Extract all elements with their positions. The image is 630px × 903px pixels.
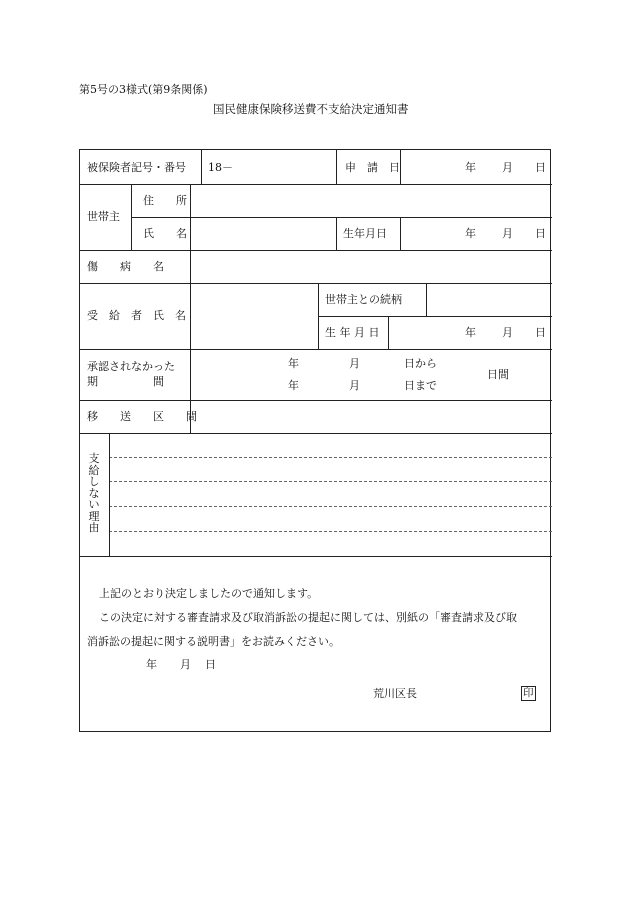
col-divider <box>336 150 337 184</box>
row-divider <box>80 400 552 401</box>
notice-date-day: 日 <box>205 658 216 671</box>
reason-line <box>109 506 552 507</box>
row-divider <box>80 349 552 350</box>
name-label: 氏 名 <box>143 227 187 240</box>
application-date-day: 日 <box>535 161 546 174</box>
col-divider <box>400 150 401 184</box>
unapproved-period-label-2: 期 間 <box>87 375 164 388</box>
reason-line <box>109 457 552 458</box>
notice-form <box>79 149 551 732</box>
birthdate-day: 日 <box>535 227 546 240</box>
period-to-year: 年 <box>288 379 299 392</box>
unapproved-period-label: 承認されなかった <box>87 360 175 373</box>
notice-line-2: この決定に対する審査請求及び取消訴訟の提起に関しては、別紙の「審査請求及び取 <box>99 611 517 624</box>
col-divider <box>400 217 401 250</box>
seal-mark: 印 <box>523 687 534 699</box>
application-date-label: 申 請 日 <box>345 161 400 174</box>
col-divider <box>109 433 110 556</box>
col-divider <box>336 217 337 250</box>
notice-date-month: 月 <box>180 658 191 671</box>
recipient-name-label: 受 給 者 氏 名 <box>87 309 186 322</box>
application-date-year: 年 <box>465 161 476 174</box>
insured-number-field[interactable]: 18－ <box>208 161 233 174</box>
insured-number-label: 被保険者記号・番号 <box>87 161 186 174</box>
illness-label: 傷 病 名 <box>87 260 164 273</box>
recipient-birthdate-label: 生 年 月 日 <box>325 326 380 339</box>
birthdate-label: 生年月日 <box>343 227 387 240</box>
notice-date-year: 年 <box>146 658 157 671</box>
relation-label: 世帯主との続柄 <box>325 293 402 306</box>
col-divider <box>426 283 427 316</box>
reason-label: 支給しない理由 <box>88 452 100 534</box>
row-divider <box>80 184 552 185</box>
recipient-birthdate-month: 月 <box>502 326 513 339</box>
recipient-birthdate-day: 日 <box>535 326 546 339</box>
household-head-label: 世帯主 <box>87 210 120 223</box>
period-days: 日間 <box>487 368 509 381</box>
document-title: 国民健康保険移送費不支給決定通知書 <box>213 102 409 116</box>
row-divider <box>131 217 552 218</box>
application-date-month: 月 <box>502 161 513 174</box>
row-divider <box>318 316 552 317</box>
reason-line <box>109 481 552 482</box>
row-divider <box>80 250 552 251</box>
notice-line-1: 上記のとおり決定しましたので通知します。 <box>99 587 319 600</box>
row-divider <box>80 556 552 557</box>
col-divider <box>190 184 191 433</box>
issuer-name: 荒川区長 <box>373 687 417 700</box>
row-divider <box>80 283 552 284</box>
row-divider <box>80 433 552 434</box>
notice-line-3: 消訴訟の提起に関する説明書」をお読みください。 <box>87 635 340 648</box>
transport-section-label: 移 送 区 間 <box>87 410 197 423</box>
period-from-year: 年 <box>288 357 299 370</box>
address-label: 住 所 <box>143 194 187 207</box>
form-number: 第5号の3様式(第9条関係) <box>79 83 208 96</box>
reason-line <box>109 531 552 532</box>
col-divider <box>201 150 202 184</box>
col-divider <box>318 283 319 349</box>
period-to-month: 月 <box>349 379 360 392</box>
birthdate-month: 月 <box>502 227 513 240</box>
col-divider <box>131 184 132 250</box>
period-from-day: 日から <box>404 357 437 370</box>
col-divider <box>388 316 389 349</box>
period-to-day: 日まで <box>404 379 437 392</box>
period-from-month: 月 <box>349 357 360 370</box>
birthdate-year: 年 <box>465 227 476 240</box>
recipient-birthdate-year: 年 <box>465 326 476 339</box>
